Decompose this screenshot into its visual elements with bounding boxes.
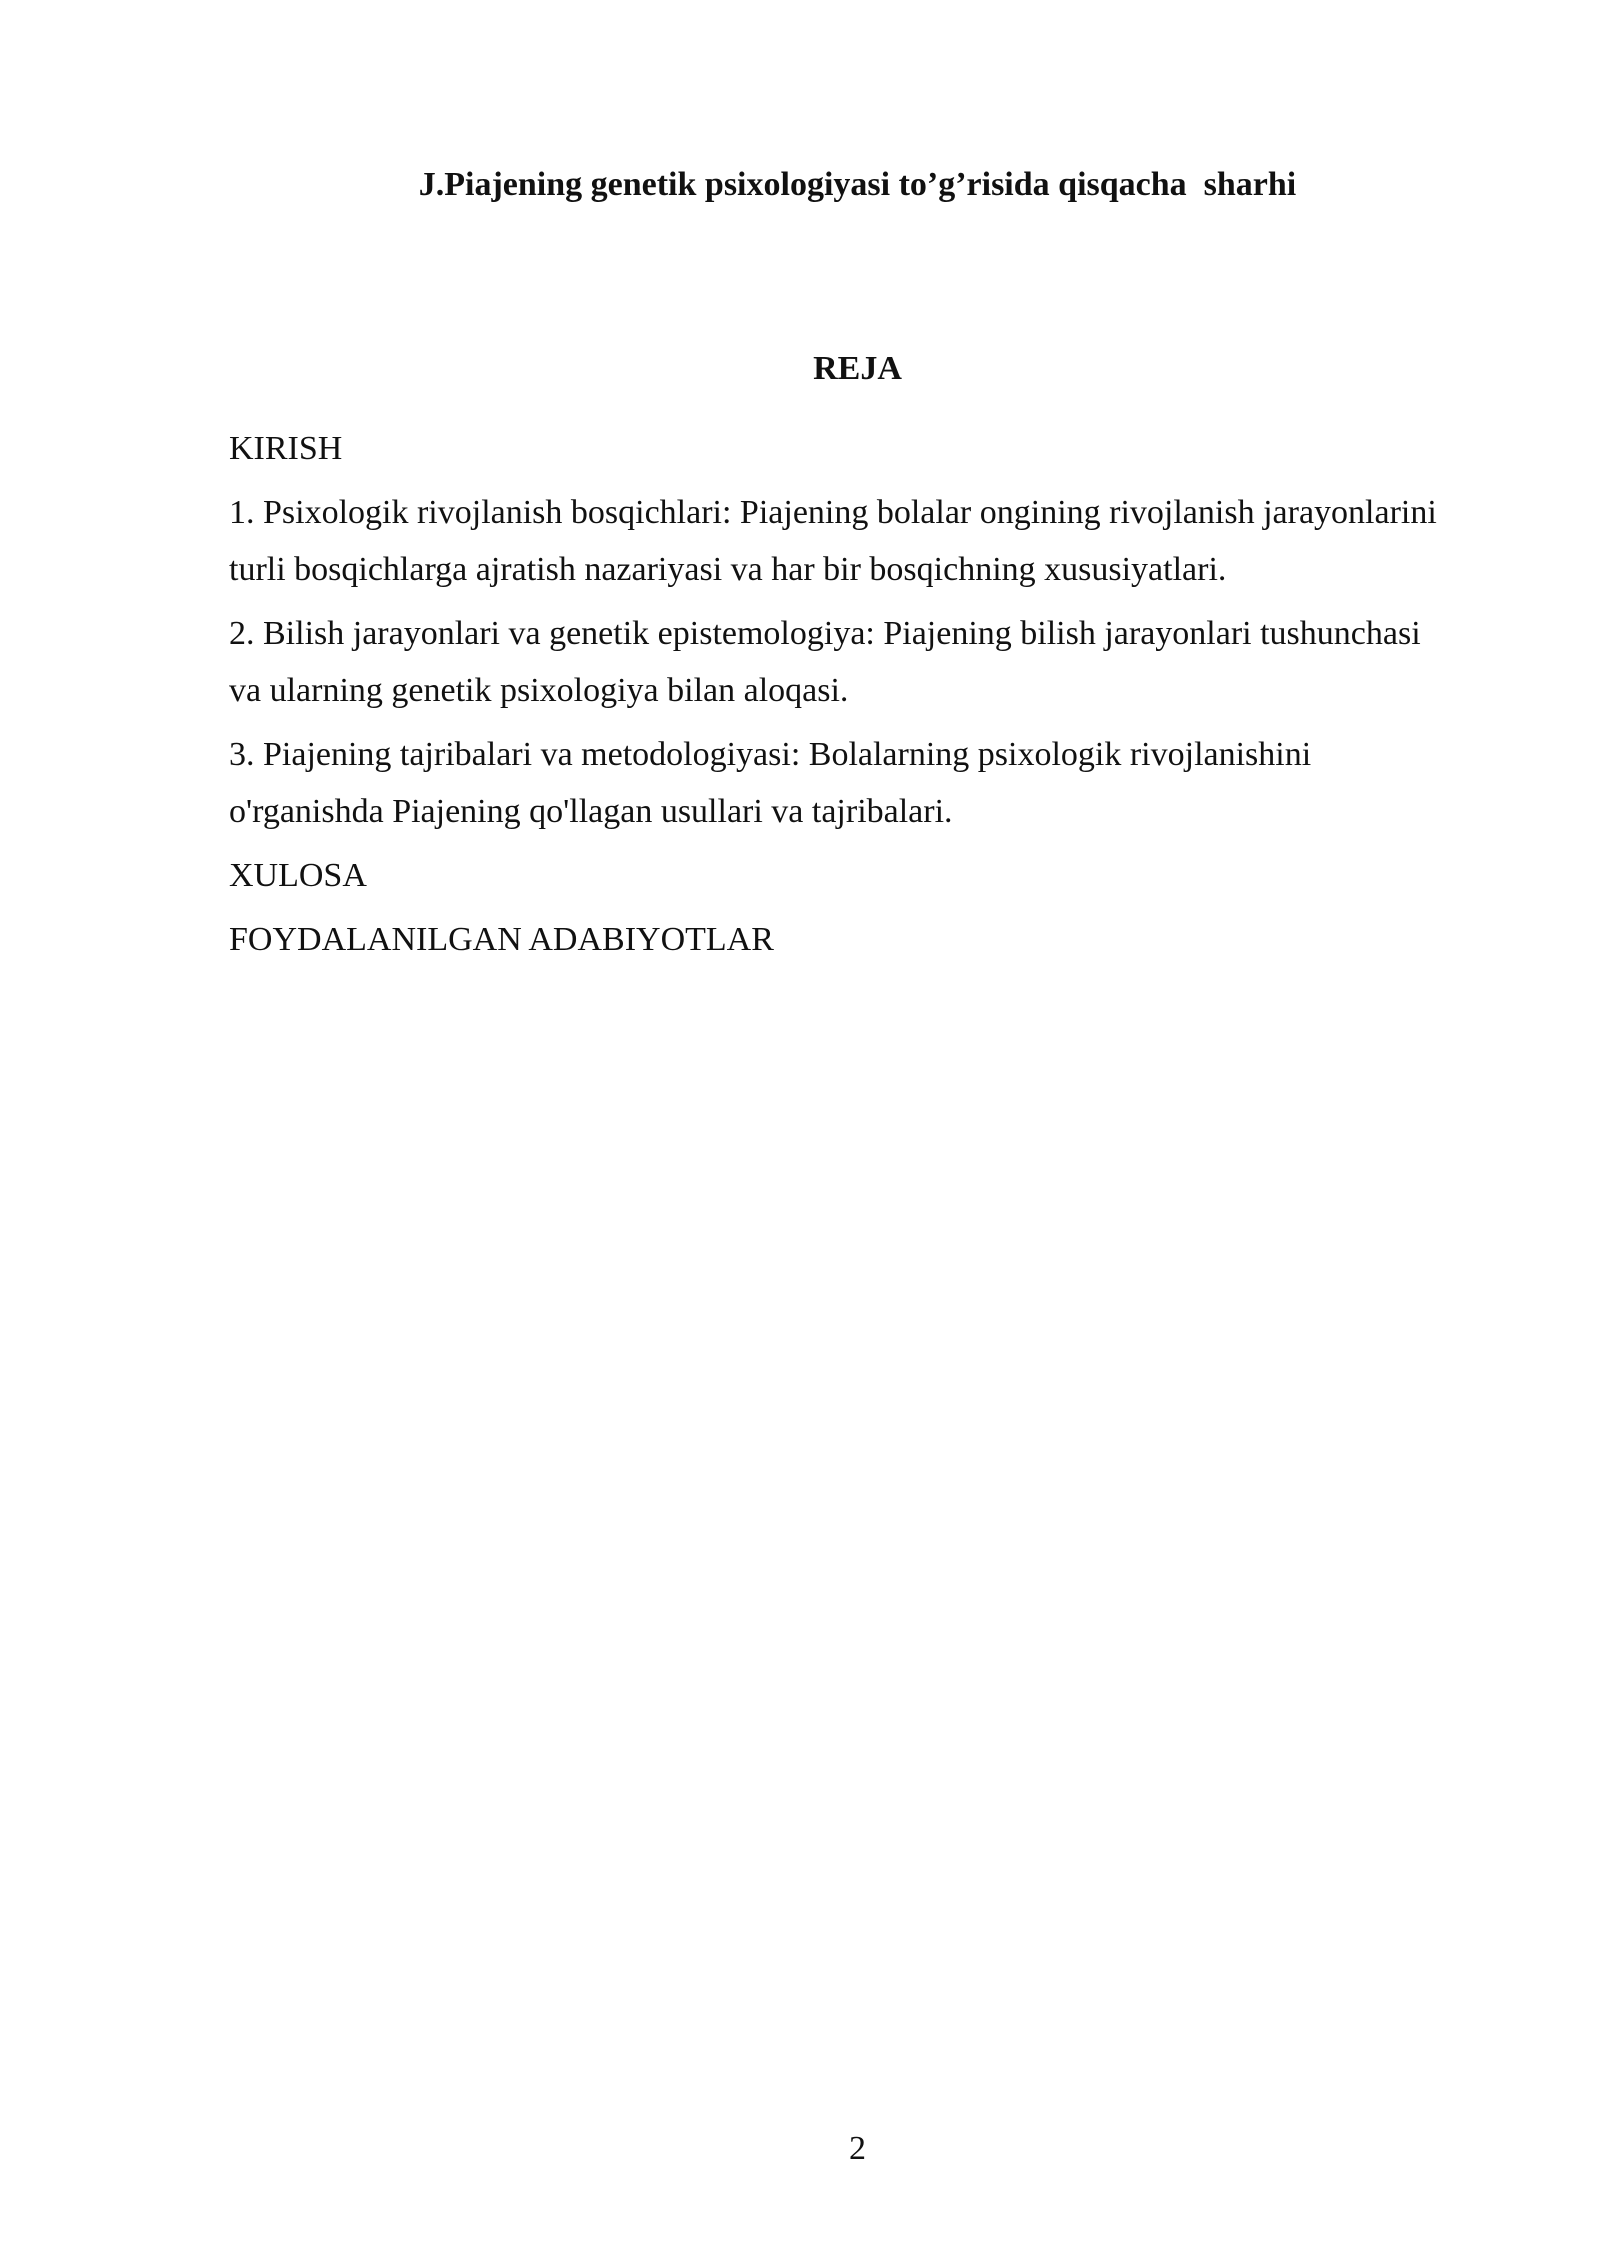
page-number: 2 xyxy=(849,2130,866,2167)
plan-list xyxy=(229,420,1459,975)
document-title: J.Piajening genetik psixologiyasi to’g’risida qisqacha sharhi xyxy=(418,166,1297,203)
plan-item-1: 1. Psixologik rivojlanish bosqichlari: Piajening bolalar ongining rivojlanish jarayonlarini turli bosqichlarga ajratish nazariyasi va har bir bosqichning xususiyatlari. xyxy=(229,494,1437,588)
plan-heading: REJA xyxy=(813,350,902,387)
plan-item-3: 3. Piajening tajribalari va metodologiyasi: Bolalarning psixologik rivojlanishini o'rganishda Piajening qo'llagan usullari va tajribalari. xyxy=(229,736,1312,830)
intro-item: KIRISH xyxy=(229,430,343,467)
references-item: FOYDALANILGAN ADABIYOTLAR xyxy=(229,921,774,958)
conclusion-item: XULOSA xyxy=(229,857,367,894)
plan-item-2: 2. Bilish jarayonlari va genetik epistemologiya: Piajening bilish jarayonlari tushunchasi va ularning genetik psixologiya bilan aloqasi. xyxy=(229,615,1421,709)
